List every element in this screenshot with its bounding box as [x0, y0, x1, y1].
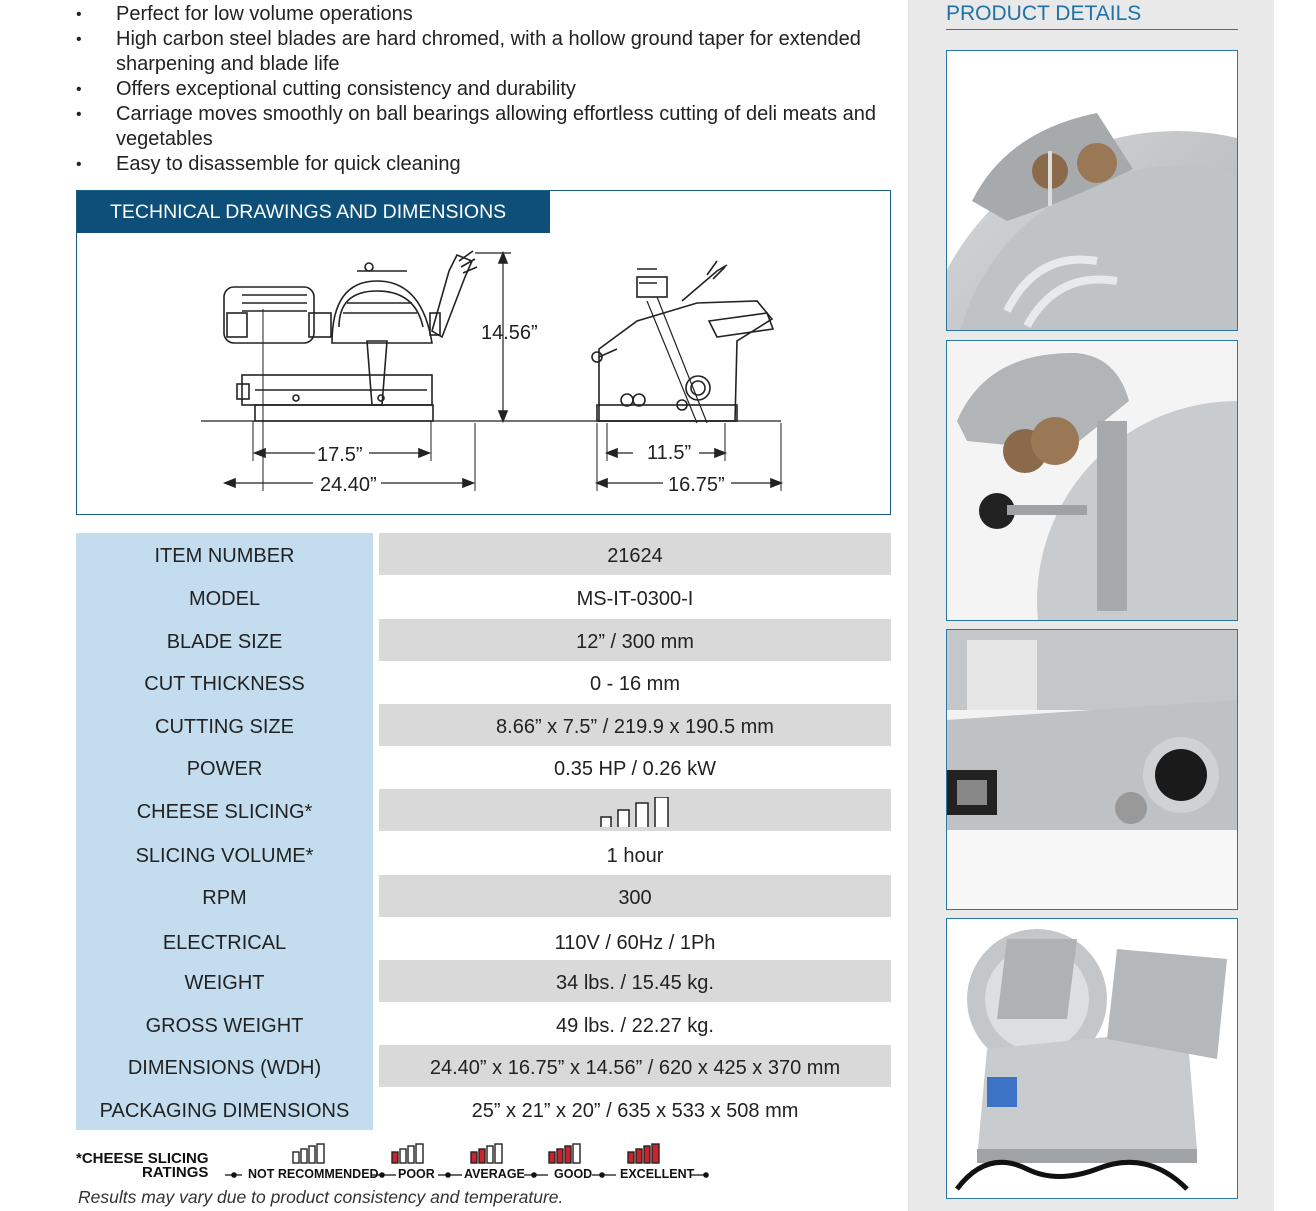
- spec-label: PACKAGING DIMENSIONS: [99, 1100, 350, 1122]
- spec-value: 0.35 HP / 0.26 kW: [554, 758, 716, 780]
- spec-label: BLADE SIZE: [166, 631, 283, 653]
- product-details-sidebar: [908, 0, 1274, 1211]
- spec-row-electrical: [76, 920, 891, 962]
- spec-row-gross-weight: [76, 1003, 891, 1045]
- spec-label: WEIGHT: [184, 972, 265, 994]
- front-base-width: 17.5”: [317, 444, 363, 466]
- spec-row-slicing-volume: [76, 833, 891, 875]
- spec-value: 34 lbs. / 15.45 kg.: [379, 960, 891, 1002]
- spec-value: 24.40” x 16.75” x 14.56” / 620 x 425 x 370 mm: [379, 1045, 891, 1087]
- legend-level-not-recommended: NOT RECOMMENDED: [248, 1167, 379, 1181]
- product-photo-dial[interactable]: [946, 629, 1238, 910]
- spec-value: 8.66” x 7.5” / 219.9 x 190.5 mm: [379, 704, 891, 746]
- cheese-rating-icon: [600, 797, 672, 827]
- spec-label: SLICING VOLUME*: [135, 845, 314, 867]
- spec-row-model: [76, 576, 891, 618]
- spec-row-power: [76, 746, 891, 788]
- spec-row-blade-size: [76, 619, 891, 661]
- rating-bar-1: [601, 817, 611, 827]
- spec-label: CUT THICKNESS: [144, 673, 305, 695]
- spec-label: DIMENSIONS (WDH): [127, 1057, 322, 1079]
- spec-label: MODEL: [188, 588, 261, 610]
- title-underline: [946, 29, 1238, 30]
- spec-value: 0 - 16 mm: [589, 673, 681, 695]
- spec-value: 300: [379, 875, 891, 917]
- spec-value: 12” / 300 mm: [379, 619, 891, 661]
- rating-bar-3: [636, 803, 648, 827]
- technical-drawings-title: TECHNICAL DRAWINGS AND DIMENSIONS: [77, 191, 550, 233]
- rating-bar-2: [618, 810, 629, 827]
- spec-label: GROSS WEIGHT: [145, 1015, 304, 1037]
- rating-icon-average: [471, 1144, 502, 1163]
- spec-row-dimensions: [76, 1045, 891, 1087]
- side-base-depth: 11.5”: [647, 442, 692, 464]
- spec-label: CUTTING SIZE: [155, 716, 294, 738]
- spec-row-packaging-dimensions: [76, 1088, 891, 1130]
- feature-item: • Easy to disassemble for quick cleaning: [76, 152, 896, 177]
- rating-icon-good: [549, 1144, 580, 1163]
- spec-table: [76, 533, 891, 1130]
- spec-row-cutting-size: [76, 704, 891, 746]
- spec-value: 25” x 21” x 20” / 635 x 533 x 508 mm: [471, 1100, 799, 1122]
- rating-icon-poor: [392, 1144, 423, 1163]
- product-photo-full-slicer[interactable]: [946, 918, 1238, 1199]
- height-dimension: 14.56”: [481, 322, 538, 344]
- legend-level-excellent: EXCELLENT: [620, 1167, 695, 1181]
- rating-icon-excellent: [628, 1144, 659, 1163]
- legend-level-poor: POOR: [398, 1167, 435, 1181]
- spec-value: 1 hour: [606, 845, 664, 867]
- technical-drawing: [77, 191, 890, 514]
- legend-subtitle: RATINGS: [142, 1164, 209, 1181]
- spec-row-item-number: [76, 533, 891, 575]
- spec-row-rpm: [76, 875, 891, 917]
- spec-label: POWER: [186, 758, 263, 780]
- feature-item: • Perfect for low volume operations: [76, 2, 896, 27]
- legend-level-average: AVERAGE: [464, 1167, 525, 1181]
- spec-row-weight: [76, 960, 891, 1002]
- rating-icon-not-recommended: [293, 1144, 324, 1163]
- feature-item: • High carbon steel blades are hard chromed, with a hollow ground taper for extended sharpening and blade life: [76, 27, 896, 77]
- legend-level-good: GOOD: [554, 1167, 593, 1181]
- product-photo-sharpener[interactable]: [946, 50, 1238, 331]
- spec-value: 49 lbs. / 22.27 kg.: [556, 1015, 714, 1037]
- technical-drawings-panel: [76, 190, 891, 515]
- spec-value: 110V / 60Hz / 1Ph: [554, 932, 716, 954]
- feature-list: [76, 2, 896, 177]
- front-total-width: 24.40”: [320, 474, 377, 496]
- spec-label: RPM: [202, 887, 247, 909]
- rating-bar-4: [655, 797, 668, 827]
- spec-label: CHEESE SLICING*: [136, 801, 313, 823]
- spec-value: 21624: [379, 533, 891, 575]
- legend-title: *CHEESE SLICING: [76, 1150, 209, 1167]
- spec-label: ITEM NUMBER: [154, 545, 295, 567]
- side-total-depth: 16.75”: [668, 474, 725, 496]
- spec-value: MS-IT-0300-I: [576, 588, 694, 610]
- spec-label: ELECTRICAL: [162, 932, 287, 954]
- product-details-title: PRODUCT DETAILS: [946, 2, 1142, 25]
- feature-item: • Carriage moves smoothly on ball bearings allowing effortless cutting of deli meats and vegetables: [76, 102, 896, 152]
- feature-item: • Offers exceptional cutting consistency and durability: [76, 77, 896, 102]
- spec-row-cheese-slicing: [76, 789, 891, 831]
- disclaimer-note: Results may vary due to product consistency and temperature.: [78, 1187, 564, 1207]
- cheese-rating-legend: [76, 1140, 776, 1185]
- spec-value: [379, 789, 891, 831]
- spec-row-cut-thickness: [76, 661, 891, 703]
- product-photo-knob[interactable]: [946, 340, 1238, 621]
